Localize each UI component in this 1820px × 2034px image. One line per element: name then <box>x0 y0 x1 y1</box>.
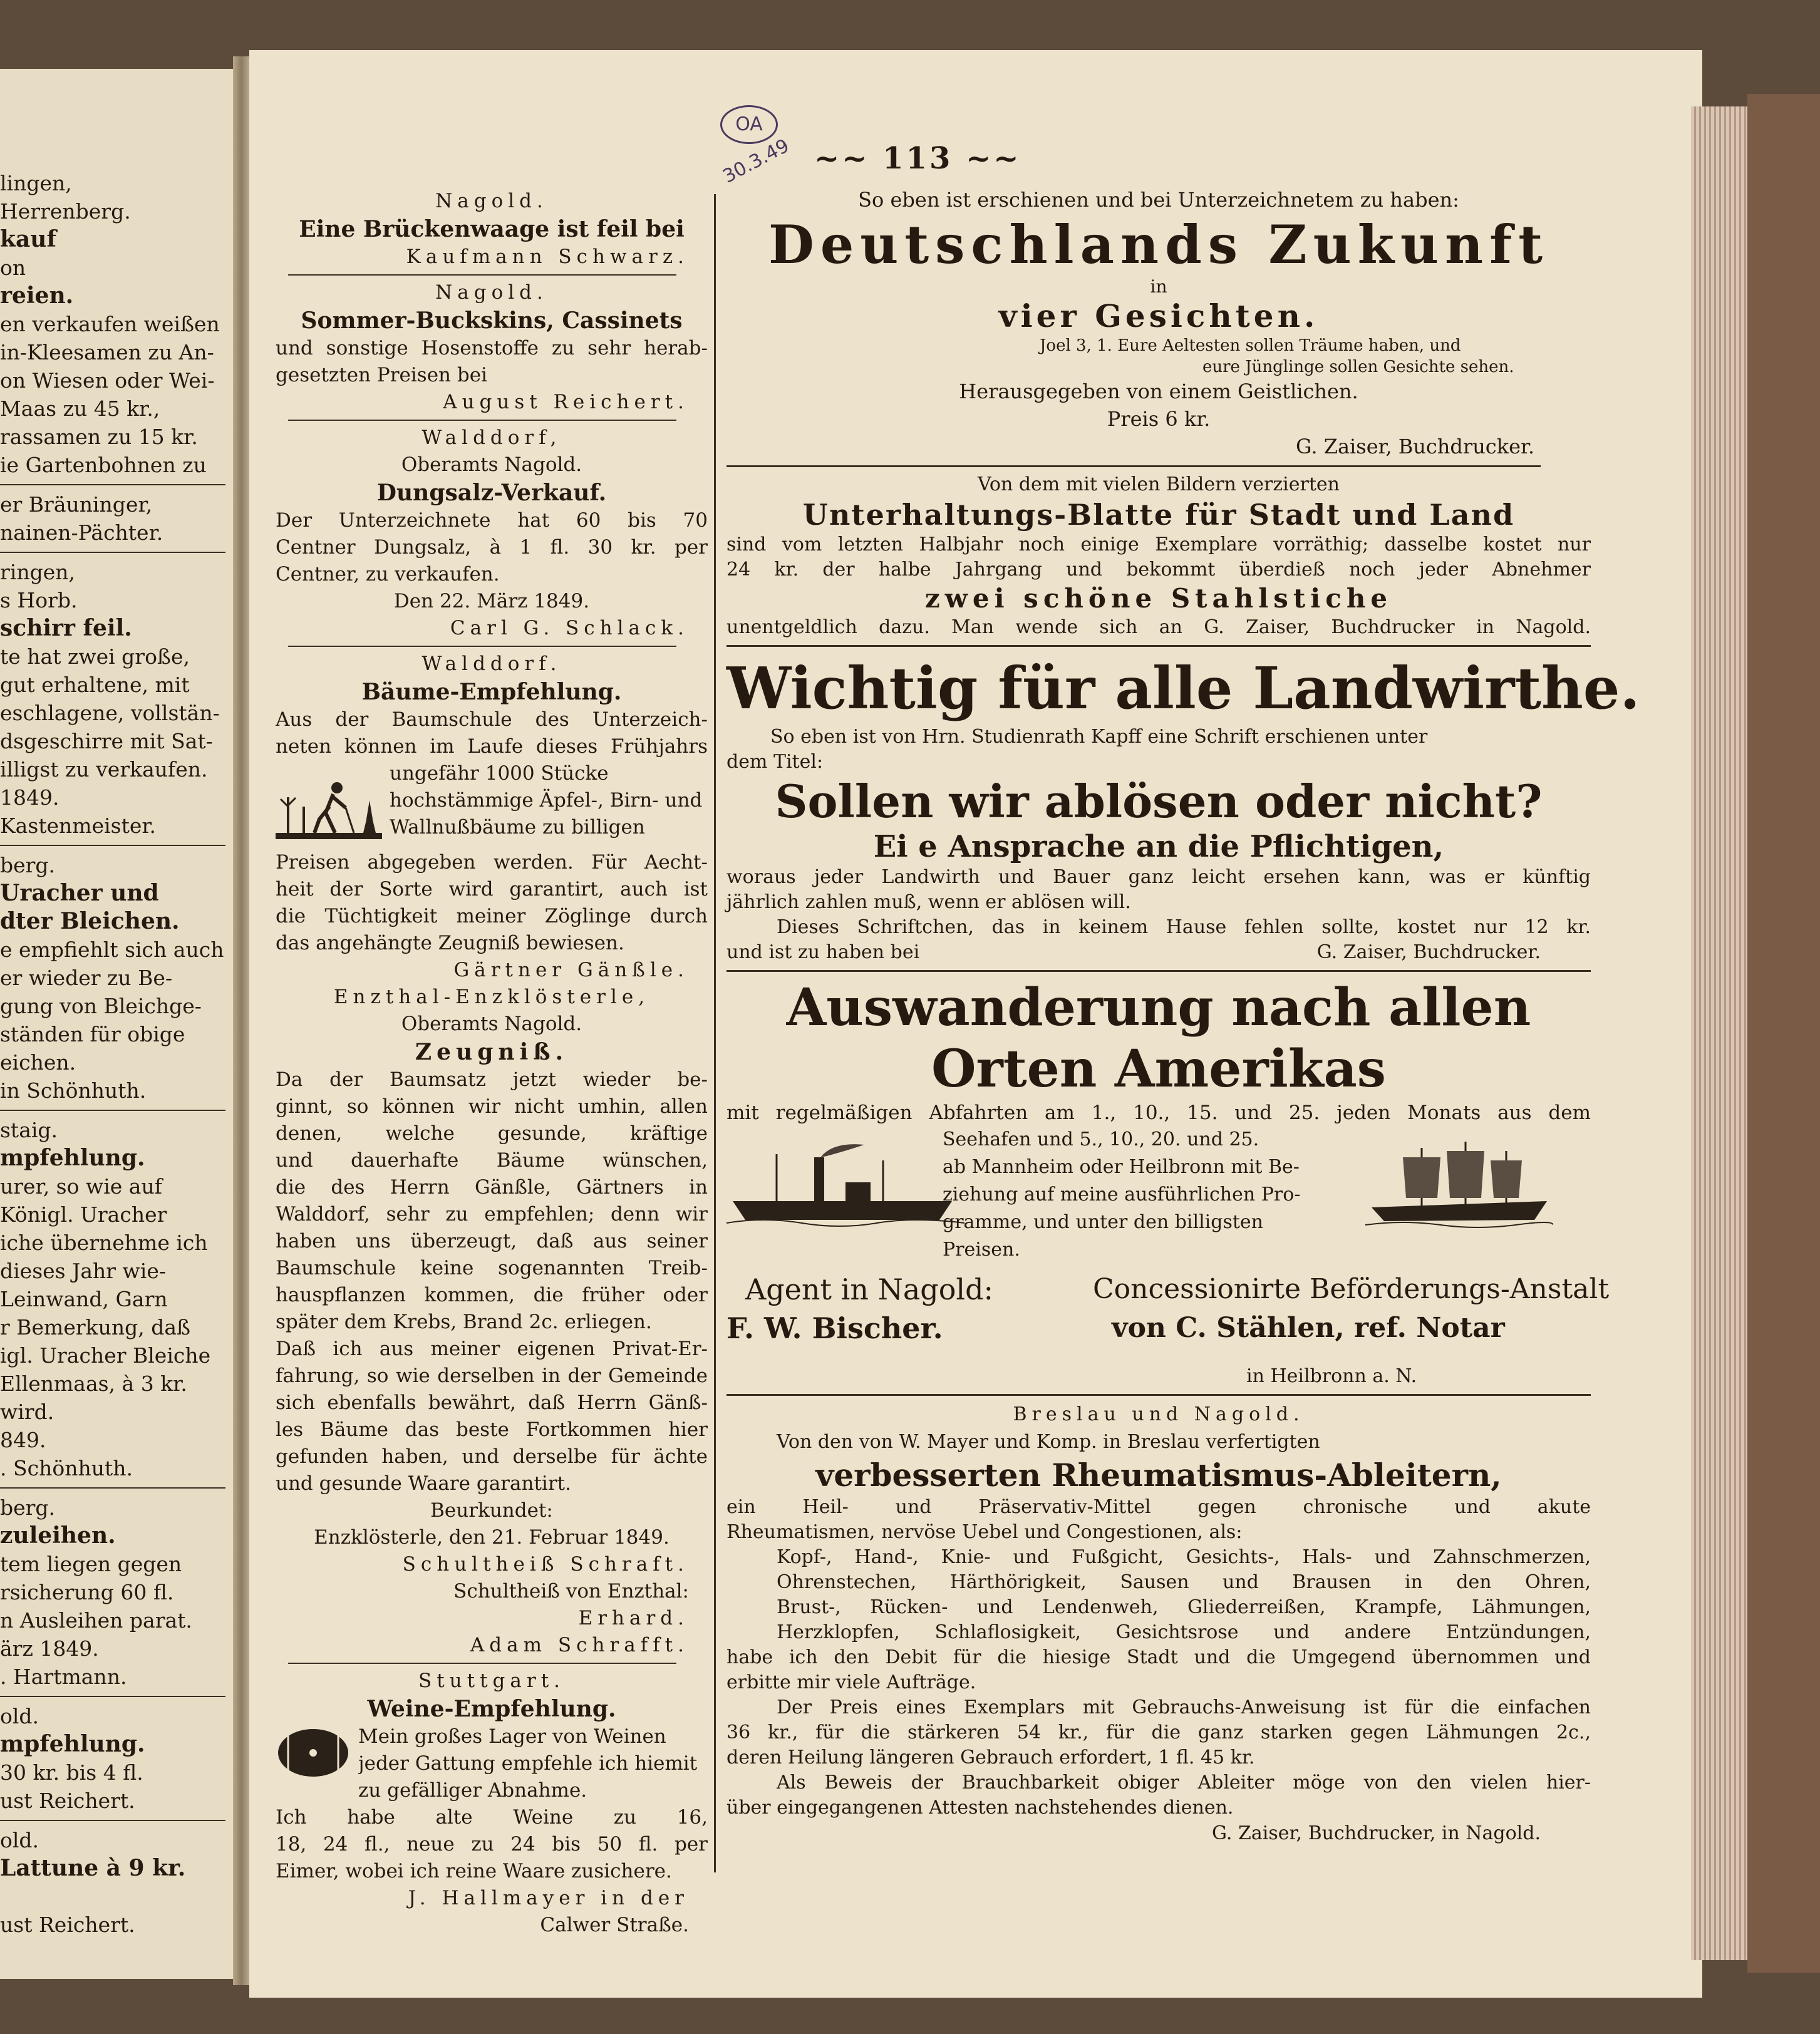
ad-title: verbesserten Rheumatismus-Ableitern, <box>815 1457 1502 1494</box>
ad-line: habe ich den Debit für die hiesige Stadt und die Umgegend übernommen und <box>726 1646 1591 1668</box>
ad-place: Nagold. <box>435 190 548 212</box>
text-line: igl. Uracher Bleiche <box>0 1343 211 1368</box>
text-line: staig. <box>0 1118 58 1142</box>
wine-barrel-illustration <box>276 1726 351 1782</box>
text-line: Uracher und <box>0 880 159 906</box>
ad-line: Preisen abgegeben werden. Für Aecht- <box>276 851 708 874</box>
ad-subtitle: vier Gesichten. <box>998 297 1319 334</box>
divider <box>288 646 676 647</box>
text-line: eichen. <box>0 1050 76 1075</box>
text-line: 1849. <box>0 785 59 810</box>
ad-line: dem Titel: <box>726 751 824 773</box>
divider <box>726 970 1591 972</box>
ad-intro: So eben ist erschienen und bei Unterzeichnetem zu haben: <box>858 188 1459 212</box>
ad-line: fahrung, so wie derselben in der Gemeinde <box>276 1365 708 1387</box>
ad-line: ginnt, so können wir nicht umhin, allen <box>276 1095 708 1118</box>
ad-line: Kopf-, Hand-, Knie- und Fußgicht, Gesichts-, Hals- und Zahnschmerzen, <box>777 1546 1591 1568</box>
ad-date: Den 22. März 1849. <box>393 590 590 612</box>
ad-title: Orten Amerikas <box>931 1039 1386 1099</box>
text-line: n Ausleihen parat. <box>0 1608 192 1633</box>
divider <box>0 1696 225 1697</box>
ad-bold-line: zwei schöne Stahlstiche <box>924 583 1393 614</box>
ad-body: Mein großes Lager von Weinen jeder Gattung empfehle ich hiemit zu gefälliger Abnahme. <box>358 1725 698 1802</box>
ad-line: Walddorf, sehr zu empfehlen; denn wir <box>276 1203 708 1226</box>
text-line: schirr feil. <box>0 615 132 641</box>
ad-line: und ist zu haben bei <box>726 941 920 963</box>
text-line: nainen-Pächter. <box>0 520 163 545</box>
text-line: Maas zu 45 kr., <box>0 396 160 421</box>
ad-line: später dem Krebs, Brand 2c. erliegen. <box>276 1311 652 1333</box>
ad-intro: Von den von W. Mayer und Komp. in Breslau verfertigten <box>777 1431 1320 1453</box>
ad-title: Weine-Empfehlung. <box>367 1696 616 1722</box>
ad-body-with-illustration <box>276 1723 708 1804</box>
middle-column <box>276 188 708 1939</box>
divider <box>288 1663 676 1664</box>
text-line: r Bemerkung, daß <box>0 1315 191 1340</box>
steamship-illustration <box>726 1138 964 1235</box>
ad-subplace: Oberamts Nagold. <box>401 1013 582 1035</box>
agent-name: F. W. Bischer. <box>726 1311 943 1345</box>
book-gutter <box>233 56 249 1985</box>
agent-label: Agent in Nagold: <box>745 1273 994 1306</box>
ad-line: les Bäume das beste Fortkommen hier <box>276 1418 708 1441</box>
ad-line: die des Herrn Gänßle, Gärtners in <box>276 1176 708 1199</box>
page-number: ~~ 113 ~~ <box>814 141 1021 176</box>
ad-line: Der Preis eines Exemplars mit Gebrauchs-Anweisung ist für die einfachen <box>777 1696 1591 1718</box>
ad-middle-text <box>943 1126 1343 1264</box>
text-line: in-Kleesamen zu An- <box>0 340 214 364</box>
text-line: ust Reichert. <box>0 1789 135 1813</box>
text-line: en verkaufen weißen <box>0 312 220 336</box>
text-line: wird. <box>0 1400 54 1424</box>
ad-text-block <box>276 1066 708 1497</box>
ad-price: Preis 6 kr. <box>1107 407 1211 431</box>
text-line: s Horb. <box>0 588 78 612</box>
ad-signature: G. Zaiser, Buchdrucker. <box>1316 941 1541 963</box>
page-number-value: 113 <box>882 141 953 176</box>
ad-title: Deutschlands Zukunft <box>768 214 1549 276</box>
text-line: Kastenmeister. <box>0 813 157 838</box>
ad-line: und sonstige Hosenstoffe zu sehr herab- <box>276 337 708 359</box>
text-line: Königl. Uracher <box>0 1202 167 1227</box>
ad-line: Preisen. <box>943 1239 1020 1261</box>
ad-line: das angehängte Zeugniß bewiesen. <box>276 932 624 954</box>
text-line: berg. <box>0 853 56 877</box>
ad-line: Dieses Schriftchen, das in keinem Hause fehlen sollte, kostet nur 12 kr. <box>777 916 1591 938</box>
ad-line: Da der Baumsatz jetzt wieder be- <box>276 1068 708 1091</box>
firm-line: von C. Stählen, ref. Notar <box>1112 1312 1505 1344</box>
text-line: iche übernehme ich <box>0 1231 208 1255</box>
ad-line: hauspflanzen kommen, die früher oder <box>276 1284 708 1306</box>
ad-line: Centner Dungsalz, à 1 fl. 30 kr. per <box>276 536 708 559</box>
text-line: . Schönhuth. <box>0 1456 133 1480</box>
ad-title: Dungsalz-Verkauf. <box>376 480 607 506</box>
ad-line: Herzklopfen, Schlaflosigkeit, Gesichtsrose und andere Entzündungen, <box>777 1621 1591 1643</box>
text-line: mpfehlung. <box>0 1145 145 1171</box>
divider <box>726 645 1591 647</box>
divider <box>0 845 225 846</box>
text-line: mpfehlung. <box>0 1731 145 1757</box>
divider <box>0 1110 225 1111</box>
ad-subplace: Oberamts Nagold. <box>401 453 582 476</box>
ad-quote: Joel 3, 1. Eure Aeltesten sollen Träume haben, und <box>1040 336 1461 355</box>
ad-line: Brust-, Rücken- und Lendenweh, Gliederreißen, Krampfe, Lähmungen, <box>777 1596 1591 1618</box>
ad-signature: Carl G. Schlack. <box>450 617 689 639</box>
ad-place: Walddorf. <box>421 653 562 675</box>
ad-line: mit regelmäßigen Abfahrten am 1., 10., 15. und 25. jeden Monats aus dem <box>726 1102 1591 1124</box>
ad-place: Nagold. <box>435 281 548 304</box>
ad-signature: Adam Schrafft. <box>470 1634 689 1656</box>
ad-line: 24 kr. der halbe Jahrgang und bekommt überdieß noch jeder Abnehmer <box>726 559 1591 581</box>
divider <box>726 465 1541 467</box>
ad-signature: Schultheiß Schraft. <box>402 1553 689 1576</box>
text-line: ärz 1849. <box>0 1636 99 1661</box>
ad-line: Baumschule keine sogenannten Treib- <box>276 1257 708 1279</box>
ad-signature: Erhard. <box>578 1607 689 1629</box>
ad-signature: Kaufmann Schwarz. <box>406 245 689 268</box>
ad-signature: Gärtner Gänßle. <box>453 959 689 981</box>
ad-line: neten können im Laufe dieses Frühjahrs <box>276 735 708 758</box>
ad-line: Seehafen und 5., 10., 20. und 25. <box>943 1128 1259 1150</box>
ad-subtitle: Ei e Ansprache an die Pflichtigen, <box>873 829 1444 864</box>
text-line: eschlagene, vollstän- <box>0 701 220 725</box>
ad-line: gefunden haben, und derselbe für ächte <box>276 1445 708 1468</box>
text-line: 849. <box>0 1428 46 1452</box>
ad-line: deren Heilung längeren Gebrauch erfordert, 1 fl. 45 kr. <box>726 1747 1255 1768</box>
firm-line: in Heilbronn a. N. <box>1246 1365 1417 1387</box>
ad-body: ungefähr 1000 Stücke hochstämmige Äpfel-, Birn- und Wallnußbäume zu billigen <box>390 762 703 839</box>
ad-ships-block <box>726 1126 1591 1270</box>
ad-editor: Herausgegeben von einem Geistlichen. <box>959 379 1358 403</box>
ad-text-block <box>726 1495 1591 1820</box>
text-line: gut erhaltene, mit <box>0 673 190 697</box>
text-line: . Hartmann. <box>0 1665 127 1689</box>
text-line: dieses Jahr wie- <box>0 1259 166 1283</box>
text-line: er wieder zu Be- <box>0 966 173 990</box>
text-line: lingen, <box>0 171 72 195</box>
ad-line: ab Mannheim oder Heilbronn mit Be- <box>943 1156 1300 1178</box>
ad-line: über eingegangenen Attesten nachstehendes dienen. <box>726 1797 1234 1819</box>
text-line: reien. <box>0 282 74 309</box>
ad-title: Unterhaltungs-Blatte für Stadt und Land <box>802 498 1515 532</box>
ad-line: Der Unterzeichnete hat 60 bis 70 <box>276 509 708 532</box>
ad-place: Stuttgart. <box>418 1670 566 1692</box>
ad-line: ziehung auf meine ausführlichen Pro- <box>943 1184 1301 1205</box>
text-line: e empfiehlt sich auch <box>0 937 224 962</box>
page-edges <box>1691 106 1747 1960</box>
divider <box>288 274 676 276</box>
text-line: Lattune à 9 kr. <box>0 1855 186 1881</box>
text-line: Leinwand, Garn <box>0 1287 168 1311</box>
ad-line: Aus der Baumschule des Unterzeich- <box>276 708 708 731</box>
text-line: old. <box>0 1828 39 1852</box>
ad-title: Sollen wir ablösen oder nicht? <box>775 775 1543 828</box>
text-line: Herrenberg. <box>0 199 131 224</box>
ad-line: Ich habe alte Weine zu 16, <box>276 1806 708 1829</box>
text-line: 30 kr. bis 4 fl. <box>0 1760 143 1785</box>
spacer <box>726 141 1591 186</box>
column-rule <box>714 194 716 1872</box>
ad-line: Daß ich aus meiner eigenen Privat-Er- <box>276 1338 708 1360</box>
ad-line-pair <box>726 940 1591 965</box>
text-line: Ellenmaas, à 3 kr. <box>0 1371 187 1396</box>
ad-line: Rheumatismen, nervöse Uebel und Congestionen, als: <box>726 1521 1243 1543</box>
text-line: tem liegen gegen <box>0 1552 182 1576</box>
ad-line: Eimer, wobei ich reine Waare zusichere. <box>276 1860 672 1882</box>
ad-line: woraus jeder Landwirth und Bauer ganz leicht ersehen kann, was er künftig <box>726 866 1591 888</box>
ad-title: Auswanderung nach allen <box>786 978 1531 1038</box>
ad-title: Wichtig für alle Landwirthe. <box>726 654 1640 722</box>
text-line: berg. <box>0 1495 56 1520</box>
text-line: te hat zwei große, <box>0 644 190 669</box>
book-cover-edge <box>1747 94 1820 1973</box>
ad-line: sich ebenfalls bewährt, daß Herrn Gänß- <box>276 1391 708 1414</box>
firm-line: Concessionirte Beförderungs-Anstalt <box>1093 1273 1610 1305</box>
ad-place: Walddorf, <box>421 426 562 449</box>
ad-signature: G. Zaiser, Buchdrucker, in Nagold. <box>1212 1822 1541 1844</box>
ad-agent-block <box>726 1270 1610 1364</box>
text-line: ringen, <box>0 560 75 584</box>
ad-signature: Calwer Straße. <box>540 1914 689 1936</box>
ad-quote: eure Jünglinge sollen Gesichte sehen. <box>1202 358 1514 376</box>
ad-signature: August Reichert. <box>443 391 689 413</box>
text-line: ständen für obige <box>0 1022 185 1046</box>
ad-line: 18, 24 fl., neue zu 24 bis 50 fl. per <box>276 1833 708 1856</box>
ad-line: ein Heil- und Präservativ-Mittel gegen chronische und akute <box>726 1496 1591 1518</box>
ad-line: gramme, und unter den billigsten <box>943 1211 1263 1233</box>
text-line: illigst zu verkaufen. <box>0 757 208 782</box>
ad-line: Ohrenstechen, Härthörigkeit, Sausen und Brausen in den Ohren, <box>777 1571 1591 1593</box>
ad-title: Bäume-Empfehlung. <box>361 679 622 705</box>
text-line: rsicherung 60 fl. <box>0 1580 174 1604</box>
ad-line: heit der Sorte wird garantirt, auch ist <box>276 878 708 901</box>
text-line: kauf <box>0 226 56 252</box>
pencil-mark-date: 30.3.49 <box>719 135 794 188</box>
divider <box>0 1820 225 1821</box>
text-line: urer, so wie auf <box>0 1174 162 1199</box>
ad-in: in <box>1150 276 1167 297</box>
left-column <box>0 169 225 1939</box>
ad-signature: G. Zaiser, Buchdrucker. <box>1295 435 1534 458</box>
text-line: dsgeschirre mit Sat- <box>0 729 213 753</box>
ad-line: Centner, zu verkaufen. <box>276 563 500 586</box>
ad-certified: Beurkundet: <box>430 1499 553 1522</box>
ad-line: und dauerhafte Bäume wünschen, <box>276 1149 708 1172</box>
text-line: old. <box>0 1704 39 1728</box>
divider <box>288 420 676 421</box>
divider <box>0 552 225 553</box>
ad-line: 36 kr., für die stärkeren 54 kr., für die ganz starken gegen Lähmungen 2c., <box>726 1722 1591 1743</box>
sailship-illustration <box>1365 1138 1553 1235</box>
ad-signature: J. Hallmayer in der <box>408 1887 689 1909</box>
ad-intro: Von dem mit vielen Bildern verzierten <box>978 473 1340 495</box>
text-line: zuleihen. <box>0 1522 116 1549</box>
text-line: ie Gartenbohnen zu <box>0 453 207 477</box>
divider <box>0 484 225 485</box>
ad-line: erbitte mir viele Aufträge. <box>726 1671 976 1693</box>
text-line: rassamen zu 15 kr. <box>0 425 198 449</box>
ad-line: die Tüchtigkeit meiner Zöglinge durch <box>276 905 708 927</box>
text-line <box>0 1882 225 1911</box>
ad-line: gesetzten Preisen bei <box>276 364 487 386</box>
pencil-mark-circle: OA <box>720 105 778 144</box>
ad-title: Eine Brückenwaage ist feil bei <box>299 216 685 242</box>
text-line: on Wiesen oder Wei- <box>0 368 215 393</box>
text-line: ust Reichert. <box>0 1913 135 1937</box>
divider <box>0 1487 225 1489</box>
ad-line: unentgeldlich dazu. Man wende sich an G. Zaiser, Buchdrucker in Nagold. <box>726 616 1591 638</box>
ad-body-with-illustration <box>276 760 708 849</box>
ad-line: Als Beweis der Brauchbarkeit obiger Ableiter möge von den vielen hier- <box>777 1772 1591 1794</box>
text-line: on <box>0 256 26 280</box>
ad-date: Enzklösterle, den 21. Februar 1849. <box>314 1526 670 1549</box>
gardener-illustration <box>276 763 382 847</box>
ad-place: Breslau und Nagold. <box>1013 1403 1305 1425</box>
ad-line: jährlich zahlen muß, wenn er ablösen will. <box>726 891 1131 913</box>
ad-line: sind vom letzten Halbjahr noch einige Exemplare vorräthig; dasselbe kostet nur <box>726 534 1591 555</box>
ad-line: denen, welche gesunde, kräftige <box>276 1122 708 1145</box>
text-line: dter Bleichen. <box>0 908 180 934</box>
right-column <box>726 141 1640 1847</box>
text-line: er Bräuninger, <box>0 492 153 517</box>
ad-line: So eben ist von Hrn. Studienrath Kapff eine Schrift erschienen unter <box>770 726 1428 748</box>
text-line: in Schönhuth. <box>0 1078 147 1103</box>
ad-line: haben uns überzeugt, daß aus seiner <box>276 1230 708 1252</box>
divider <box>726 1394 1591 1396</box>
ad-title: Sommer-Buckskins, Cassinets <box>301 307 683 334</box>
ad-line: und gesunde Waare garantirt. <box>276 1472 571 1495</box>
ad-place: Enzthal-Enzklösterle, <box>333 986 650 1008</box>
text-line: gung von Bleichge- <box>0 994 202 1018</box>
ad-signature: Schultheiß von Enzthal: <box>453 1580 689 1603</box>
ad-title: Zeugniß. <box>415 1039 569 1065</box>
